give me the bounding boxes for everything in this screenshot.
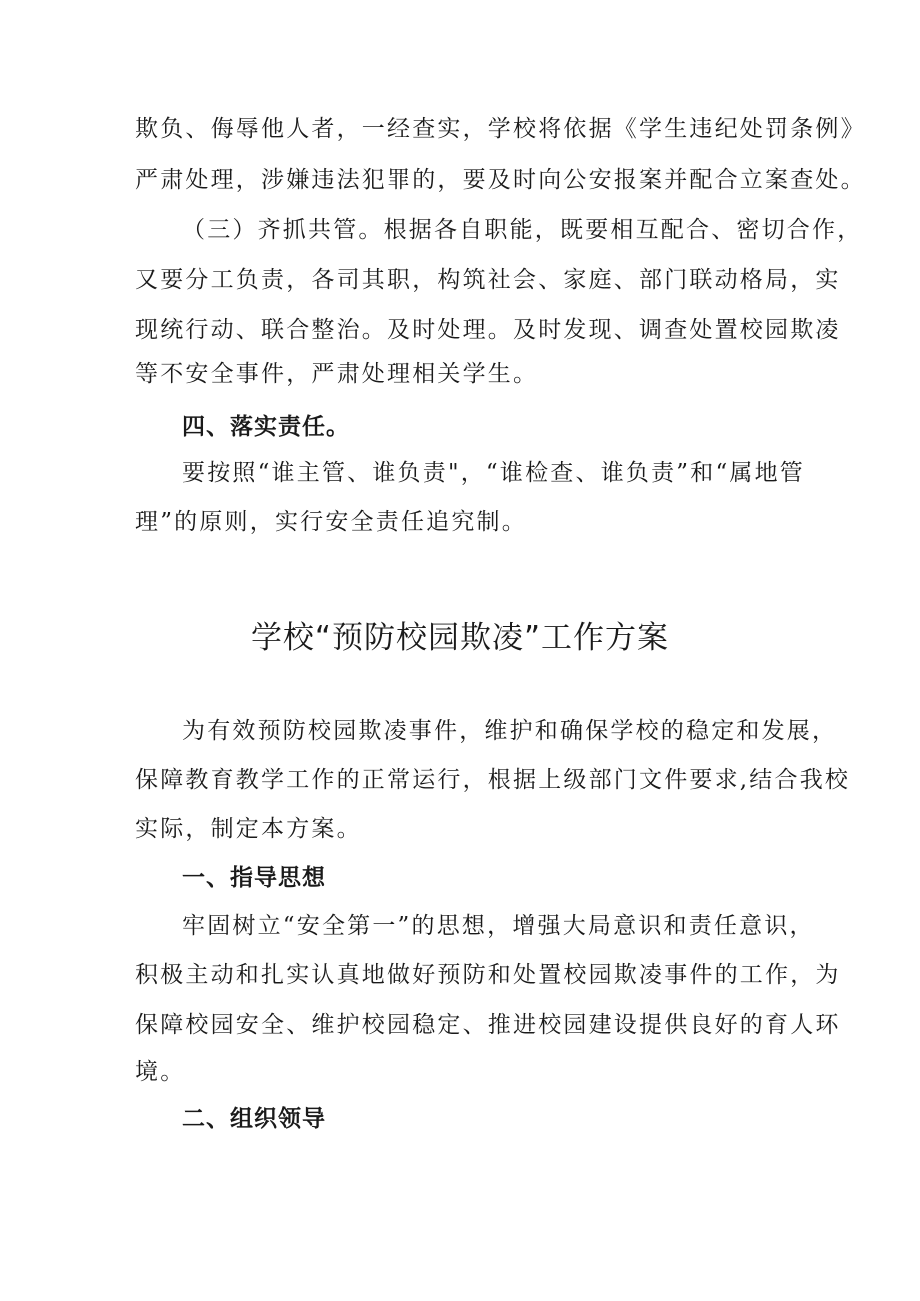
paragraph-line: 理”的原则，实行安全责任追究制。	[135, 509, 527, 535]
section-heading-four: 四、落实责任。	[182, 414, 350, 440]
document-title: 学校“预防校园欺凌”工作方案	[250, 620, 670, 656]
paragraph-line: 现统行动、联合整治。及时处理。及时发现、调查处置校园欺凌	[135, 317, 841, 343]
paragraph-line: 保障教育教学工作的正常运行，根据上级部门文件要求,结合我校	[135, 767, 851, 793]
paragraph-line: 保障校园安全、维护校园稳定、推进校园建设提供良好的育人环	[135, 1012, 841, 1038]
paragraph-line: 为有效预防校园欺凌事件，维护和确保学校的稳定和发展，	[182, 718, 838, 744]
paragraph-line: 又要分工负责，各司其职，构筑社会、家庭、部门联动格局，实	[135, 267, 841, 293]
paragraph-line: 牢固树立“安全第一”的思想，增强大局意识和责任意识，	[182, 913, 815, 939]
paragraph-line: 欺负、侮辱他人者，一经查实，学校将依据《学生违纪处罚条例》	[135, 116, 866, 142]
section-heading-one: 一、指导思想	[182, 865, 326, 891]
paragraph-line: 要按照“谁主管、谁负责"，“谁检查、谁负责”和“属地管	[182, 460, 806, 486]
paragraph-line: 严肃处理，涉嫌违法犯罪的，要及时向公安报案并配合立案查处。	[135, 167, 866, 193]
paragraph-line: （三）齐抓共管。根据各自职能，既要相互配合、密切合作，	[182, 217, 863, 243]
paragraph-line: 积极主动和扎实认真地做好预防和处置校园欺凌事件的工作，为	[135, 962, 841, 988]
section-heading-two: 二、组织领导	[182, 1106, 326, 1132]
paragraph-line: 境。	[135, 1059, 186, 1085]
paragraph-line: 实际，制定本方案。	[135, 816, 362, 842]
paragraph-line: 等不安全事件，严肃处理相关学生。	[135, 361, 539, 387]
